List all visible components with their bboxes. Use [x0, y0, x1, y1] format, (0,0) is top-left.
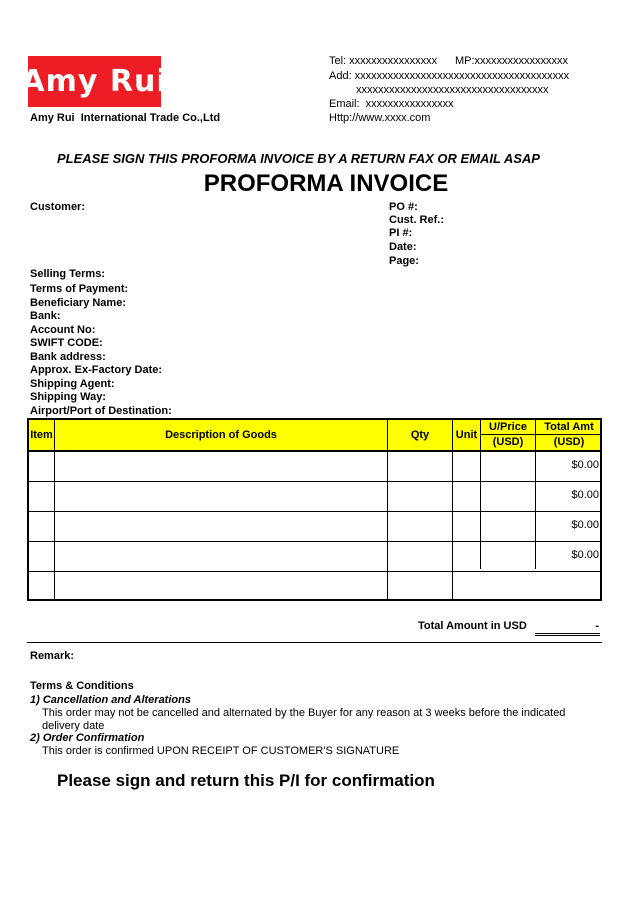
- ref-cust-ref: Cust. Ref.:: [389, 214, 444, 226]
- terms-item1-text-cont: delivery date: [42, 720, 105, 732]
- ref-po: PO #:: [389, 201, 418, 213]
- row-total-amount: $0.00: [571, 549, 599, 561]
- row-line: [29, 541, 600, 542]
- header-description: Description of Goods: [165, 429, 277, 441]
- contact-email: Email: xxxxxxxxxxxxxxxx: [329, 98, 454, 110]
- terms-item2-text: This order is confirmed UPON RECEIPT OF CUSTOMER'S SIGNATURE: [42, 745, 400, 757]
- terms-item1-text: This order may not be cancelled and alternated by the Buyer for any reason at 3 weeks before the indicated: [42, 707, 566, 719]
- company-name: Amy Rui International Trade Co.,Ltd: [30, 112, 221, 124]
- field-swift-code: SWIFT CODE:: [30, 337, 103, 349]
- row-total-amount: $0.00: [571, 459, 599, 471]
- document-title: PROFORMA INVOICE: [203, 170, 449, 197]
- remark-label: Remark:: [30, 650, 75, 662]
- section-divider: [27, 642, 602, 643]
- total-label: Total Amount in USD: [418, 620, 527, 632]
- field-selling-terms: Selling Terms:: [30, 268, 105, 280]
- row-total-amount: $0.00: [571, 519, 599, 531]
- total-underline: [535, 635, 600, 636]
- contact-address-line1: Add: xxxxxxxxxxxxxxxxxxxxxxxxxxxxxxxxxxxxxxx: [329, 70, 570, 82]
- contact-address-line2: xxxxxxxxxxxxxxxxxxxxxxxxxxxxxxxxxxx: [356, 84, 549, 96]
- field-bank: Bank:: [30, 310, 61, 322]
- header-split: [480, 434, 602, 435]
- company-logo: [21, 56, 168, 107]
- customer-label: Customer:: [30, 201, 86, 213]
- total-value: -: [595, 620, 599, 632]
- ref-pi: PI #:: [389, 227, 413, 239]
- header-qty: Qty: [410, 429, 430, 441]
- header-item: Item: [30, 429, 53, 441]
- contact-website: Http://www.xxxx.com: [329, 112, 431, 124]
- field-shipping-agent: Shipping Agent:: [30, 378, 115, 390]
- field-destination: Airport/Port of Destination:: [30, 405, 172, 417]
- header-uprice-unit: (USD): [492, 436, 524, 448]
- row-line: [29, 481, 600, 482]
- field-beneficiary-name: Beneficiary Name:: [30, 297, 126, 309]
- header-uprice: U/Price: [489, 421, 527, 433]
- sign-notice: PLEASE SIGN THIS PROFORMA INVOICE BY A RETURN FAX OR EMAIL ASAP: [57, 151, 540, 166]
- header-unit: Unit: [455, 429, 478, 441]
- row-line: [29, 511, 600, 512]
- terms-item2-title: 2) Order Confirmation: [30, 732, 145, 744]
- total-underline: [535, 633, 600, 634]
- ref-date: Date:: [389, 241, 417, 253]
- logo-text: Amy Rui: [21, 64, 168, 99]
- confirm-instruction: Please sign and return this P/I for confirmation: [57, 771, 435, 790]
- terms-heading: Terms & Conditions: [30, 680, 134, 692]
- row-total-amount: $0.00: [571, 489, 599, 501]
- header-total-amt: Total Amt: [544, 421, 594, 433]
- field-bank-address: Bank address:: [30, 351, 106, 363]
- goods-table: [27, 418, 602, 601]
- field-ex-factory-date: Approx. Ex-Factory Date:: [30, 364, 163, 376]
- field-shipping-way: Shipping Way:: [30, 391, 106, 403]
- field-terms-of-payment: Terms of Payment:: [30, 283, 129, 295]
- contact-mp: MP:xxxxxxxxxxxxxxxxx: [455, 55, 569, 67]
- header-total-unit: (USD): [553, 436, 585, 448]
- ref-page: Page:: [389, 255, 419, 267]
- row-line: [29, 571, 600, 572]
- terms-item1-title: 1) Cancellation and Alterations: [30, 694, 191, 706]
- contact-tel: Tel: xxxxxxxxxxxxxxxx: [329, 55, 438, 67]
- field-account-no: Account No:: [30, 324, 96, 336]
